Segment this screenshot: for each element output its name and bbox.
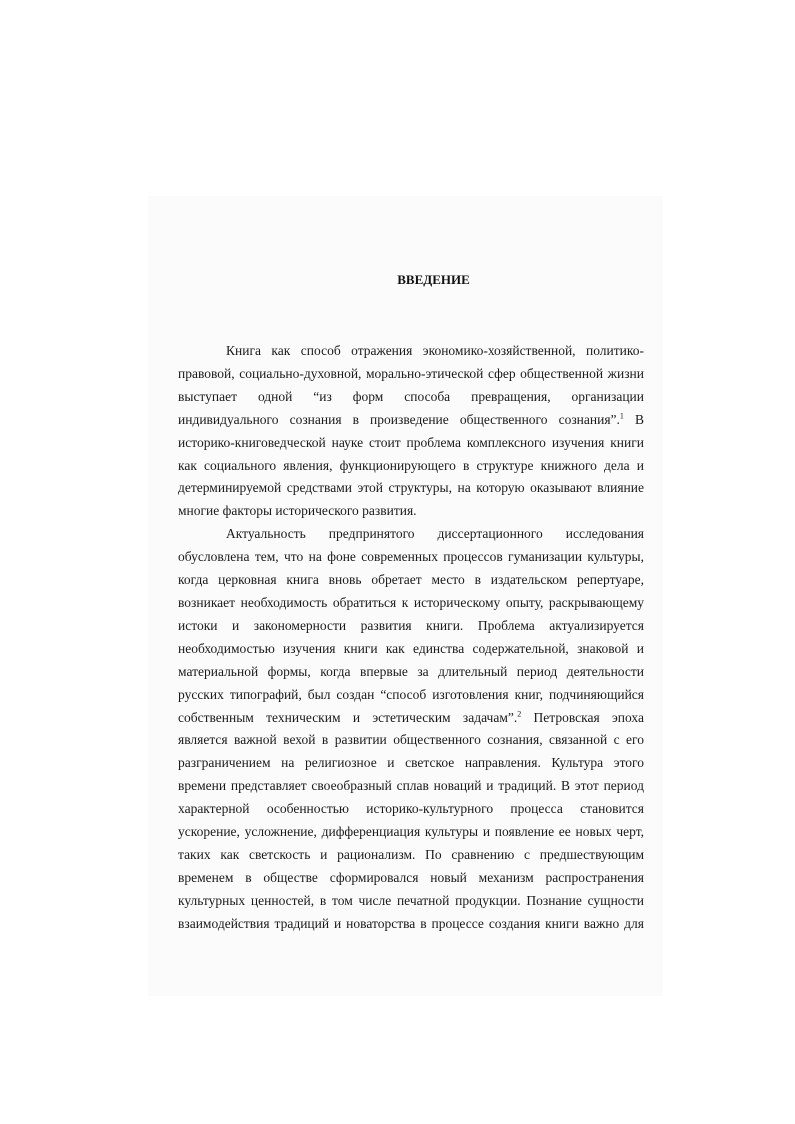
- text-line-with-footnote: [178, 409, 644, 432]
- text-line-part: индивидуального сознания в произведение общественного сознания”.: [178, 411, 620, 427]
- text-line: необходимостью изучения книги как единства содержательной, знаковой и: [178, 640, 644, 656]
- text-line-tail: Петровская эпоха: [521, 709, 644, 725]
- text-line: русских типографий, был создан “способ изготовления книг, подчиняющийся: [178, 686, 644, 702]
- text-line: историко-книговедческой науке стоит проблема комплексного изучения книги: [178, 434, 644, 450]
- page-title: ВВЕДЕНИЕ: [397, 272, 470, 287]
- text-line: Книга как способ отражения экономико-хозяйственной, политико-: [226, 343, 644, 358]
- text-line: обусловлена тем, что на фоне современных процессов гуманизации культуры,: [178, 549, 644, 565]
- text-line: выступает одной “из форм способа превращения, организации: [178, 388, 644, 404]
- text-line-tail: В: [623, 411, 644, 427]
- text-line: таких как светскость и рационализм. По сравнению с предшествующим: [178, 846, 644, 862]
- text-line: Актуальность предпринятого диссертационного исследования: [226, 526, 644, 542]
- text-line: характерной особенностью историко-культурного процесса становится: [178, 801, 644, 817]
- footnote-marker[interactable]: 1: [619, 411, 624, 421]
- text-line: возникает необходимость обратиться к историческому опыту, раскрывающему: [178, 594, 644, 610]
- text-line: многие факторы исторического развития.: [178, 503, 417, 519]
- text-line: истоки и закономерности развития книги. Проблема актуализируется: [178, 617, 644, 633]
- text-line: времени представляет своеобразный сплав новаций и традиций. В этот период: [178, 778, 644, 794]
- text-line: ускорение, усложнение, дифференциация культуры и появление ее новых черт,: [178, 824, 644, 840]
- text-line: правовой, социально-духовной, морально-этической сфер общественной жизни: [178, 365, 644, 381]
- body-text: [178, 340, 644, 936]
- text-line: культурных ценностей, в том числе печатной продукции. Познание сущности: [178, 892, 644, 908]
- text-line: разграничением на религиозное и светское направления. Культура этого: [178, 755, 644, 771]
- text-line: детерминируемой средствами этой структуры, на которую оказывают влияние: [178, 480, 644, 496]
- text-line: материальной формы, когда впервые за длительный период деятельности: [178, 663, 644, 679]
- text-line-part: собственным техническим и эстетическим задачам”.: [178, 709, 518, 725]
- text-line: является важной вехой в развитии общественного сознания, связанной с его: [178, 732, 644, 748]
- text-line: как социального явления, функционирующего в структуре книжного дела и: [178, 457, 644, 473]
- footnote-marker[interactable]: 2: [517, 709, 522, 718]
- text-line: когда церковная книга вновь обретает место в издательском репертуаре,: [178, 572, 644, 588]
- text-line: взаимодействия традиций и новаторства в процессе создания книги важно для: [178, 915, 644, 931]
- text-line-with-footnote: [178, 707, 644, 730]
- text-line: временем в обществе сформировался новый механизм распространения: [178, 869, 644, 885]
